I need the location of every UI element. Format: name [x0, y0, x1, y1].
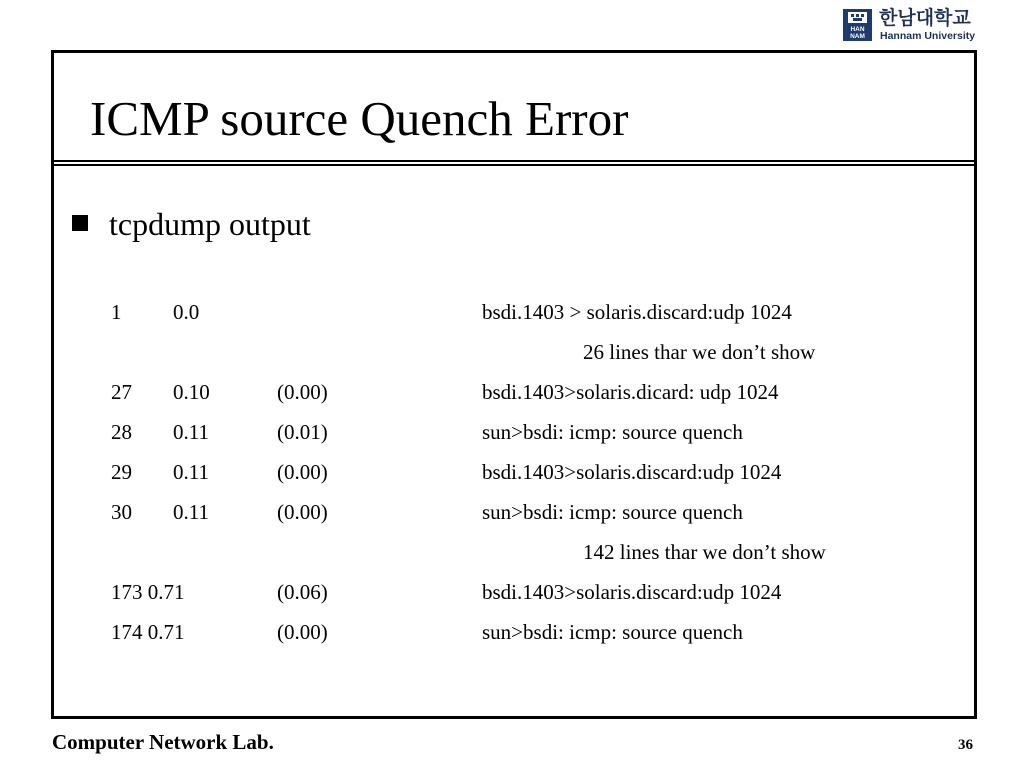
line-number: 28: [111, 420, 132, 444]
line-number: 29: [111, 460, 132, 484]
line-packet: sun>bsdi: icmp: source quench: [482, 420, 743, 444]
line-delta: (0.00): [277, 620, 328, 644]
svg-text:NAM: NAM: [850, 33, 865, 40]
line-number: 174 0.71: [111, 620, 185, 644]
line-delta: (0.00): [277, 500, 328, 524]
line-time: 0.11: [173, 460, 209, 484]
title-divider-bottom: [54, 164, 974, 166]
logo-english-name: Hannam University: [880, 30, 976, 42]
square-bullet-icon: [72, 215, 88, 231]
svg-text:HAN: HAN: [850, 26, 865, 33]
omitted-note-text: 142 lines thar we don’t show: [583, 540, 826, 564]
line-number: 173 0.71: [111, 580, 185, 604]
line-time: 0.10: [173, 380, 210, 404]
line-packet: bsdi.1403>solaris.discard:udp 1024: [482, 460, 782, 484]
omitted-note-text: 26 lines thar we don’t show: [583, 340, 816, 364]
line-number: 27: [111, 380, 132, 404]
slide-title: ICMP source Quench Error: [90, 91, 629, 146]
line-number: 30: [111, 500, 132, 524]
page-number: 36: [958, 737, 973, 753]
line-number: 1: [111, 300, 122, 324]
line-packet: bsdi.1403>solaris.dicard: udp 1024: [482, 380, 779, 404]
footer-lab-name: Computer Network Lab.: [52, 730, 274, 754]
line-packet: sun>bsdi: icmp: source quench: [482, 620, 743, 644]
slide-frame: [51, 50, 977, 719]
line-packet: bsdi.1403 > solaris.discard:udp 1024: [482, 300, 792, 324]
line-delta: (0.06): [277, 580, 328, 604]
bullet-text: tcpdump output: [109, 206, 311, 242]
logo-korean-name: 한남대학교: [879, 7, 971, 29]
title-divider-top: [54, 160, 974, 162]
line-delta: (0.01): [277, 420, 328, 444]
hannam-emblem-icon: [843, 9, 872, 41]
line-time: 0.0: [173, 300, 200, 324]
line-time: 0.11: [173, 420, 209, 444]
university-logo: [843, 7, 983, 43]
line-time: 0.11: [173, 500, 209, 524]
line-delta: (0.00): [277, 460, 328, 484]
line-packet: sun>bsdi: icmp: source quench: [482, 500, 743, 524]
line-delta: (0.00): [277, 380, 328, 404]
line-packet: bsdi.1403>solaris.discard:udp 1024: [482, 580, 782, 604]
